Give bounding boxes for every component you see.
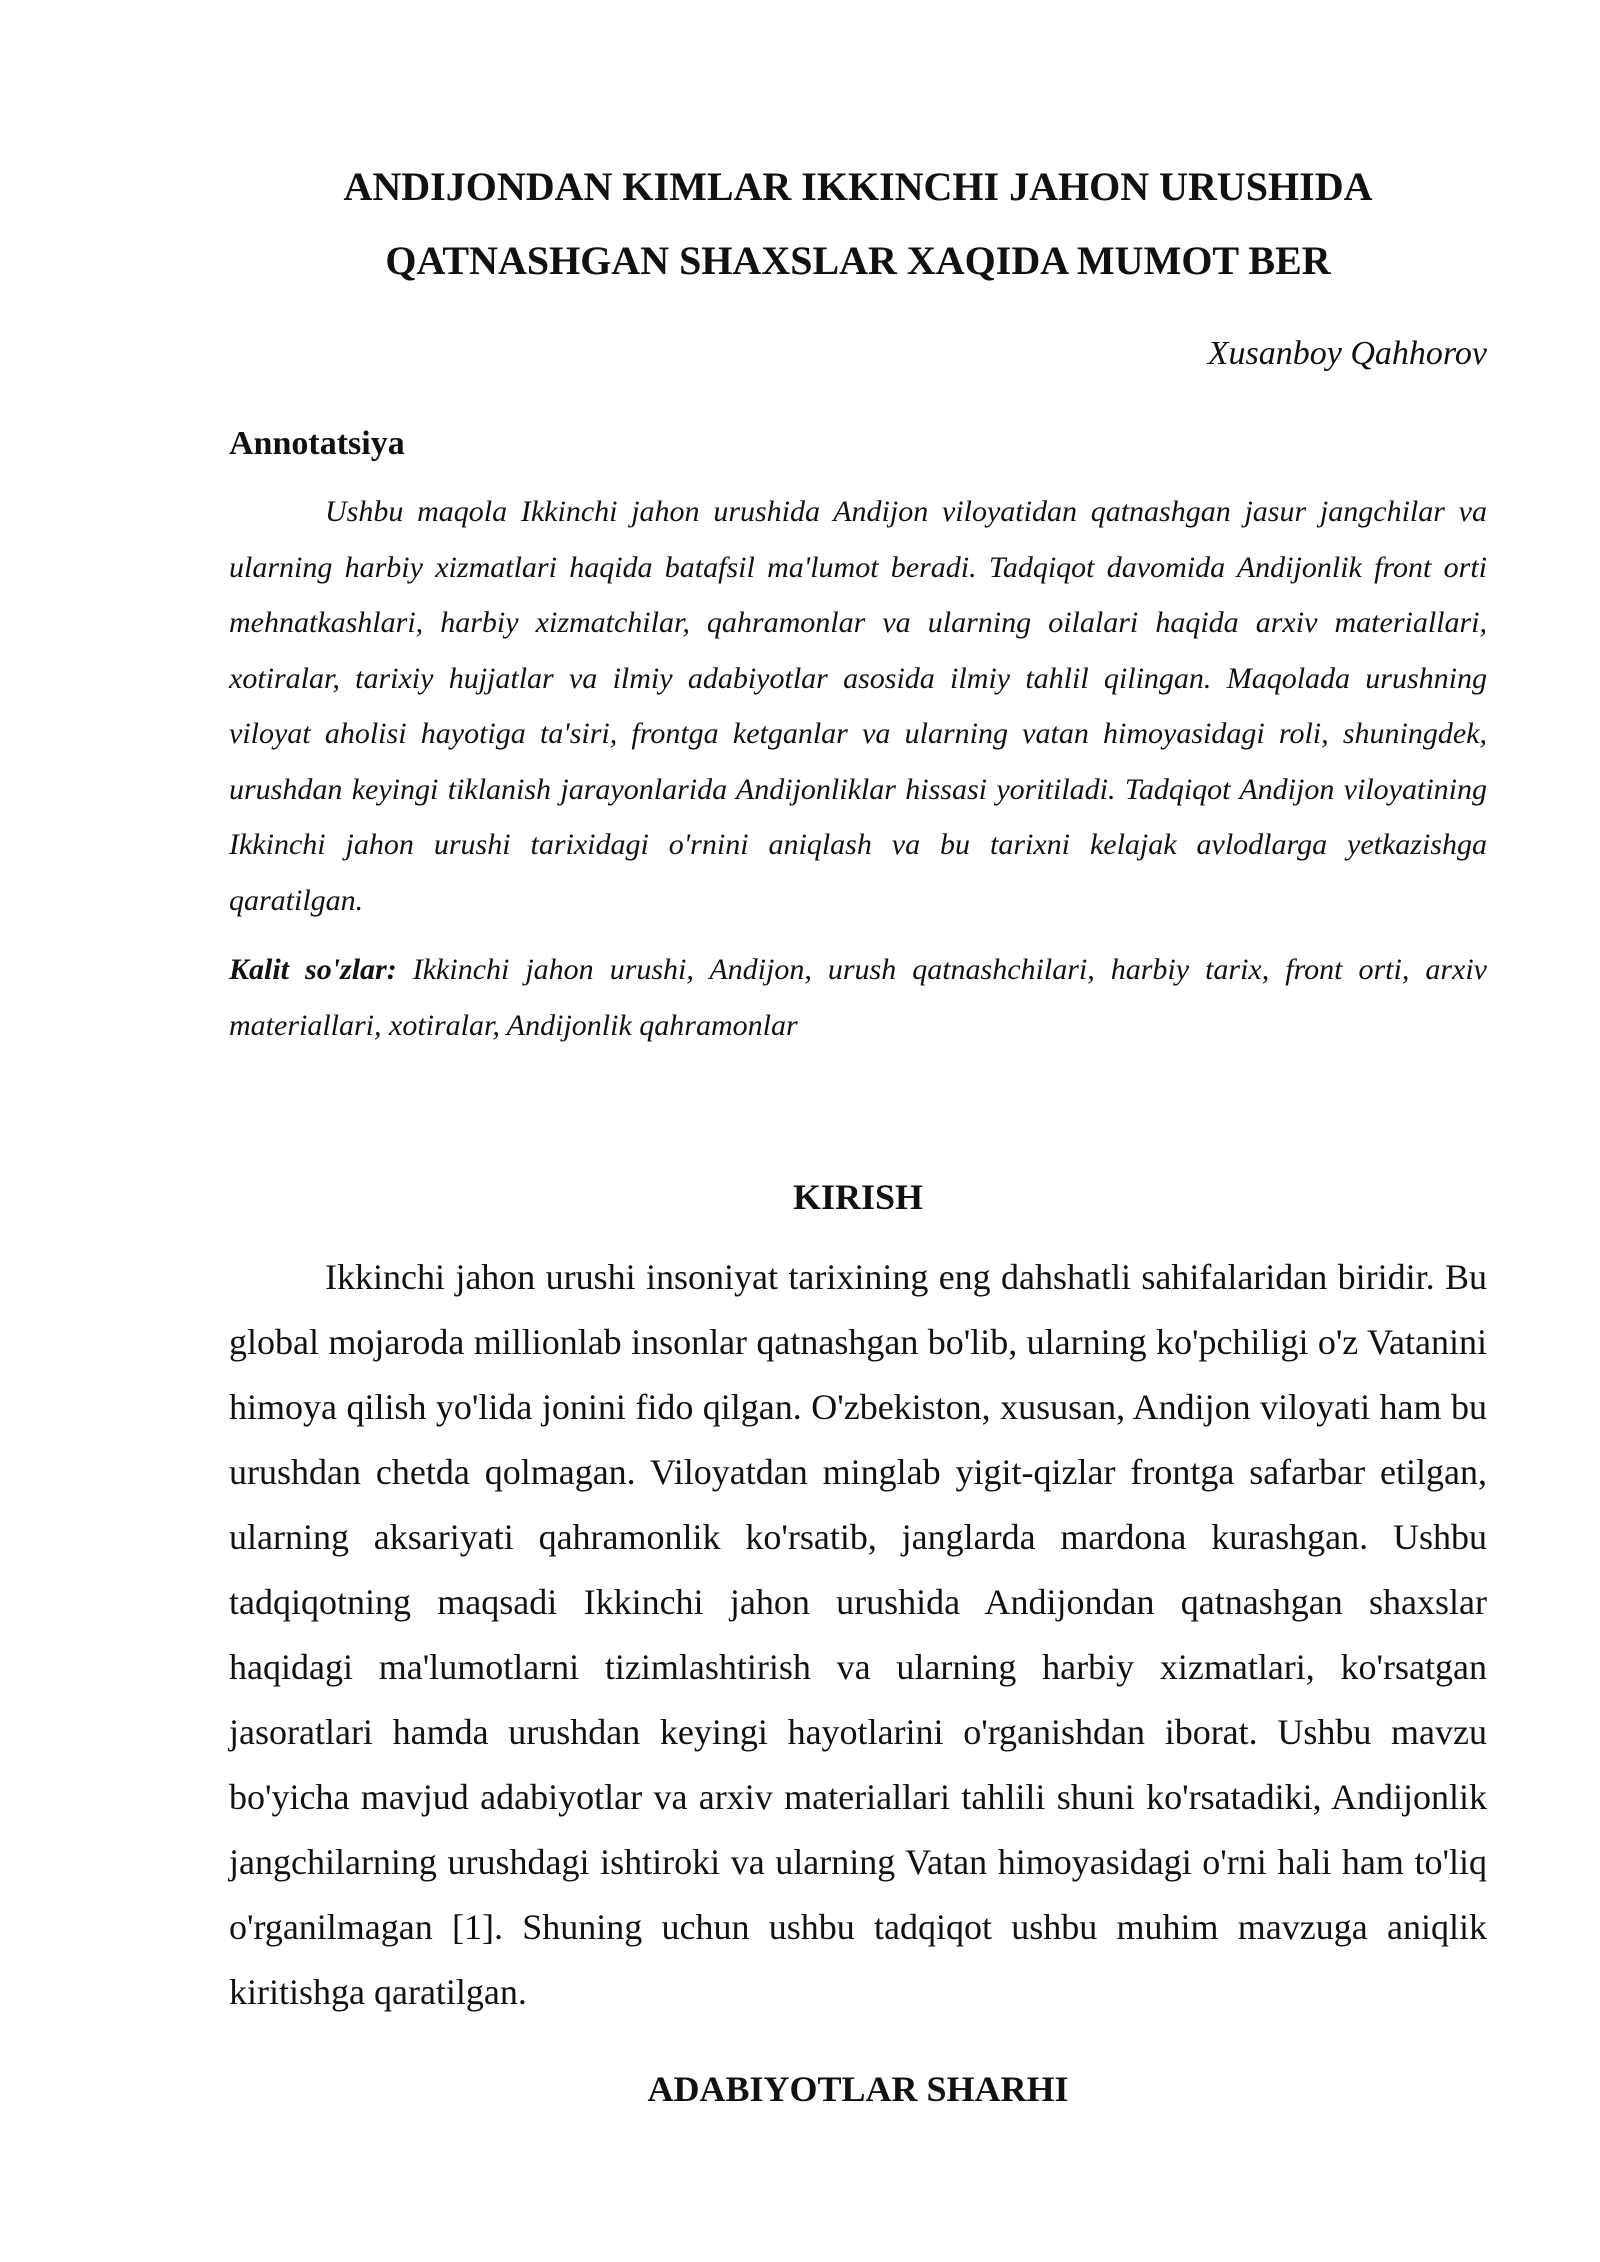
keywords-label: Kalit so'zlar: <box>229 953 397 986</box>
paper-title <box>229 150 1487 298</box>
annotation-heading: Annotatsiya <box>229 425 405 462</box>
section-heading-intro: KIRISH <box>792 1177 924 1217</box>
paper-title-line-1: ANDIJONDAN KIMLAR IKKINCHI JAHON URUSHIDA <box>343 164 1373 209</box>
document-page <box>229 150 1487 2111</box>
section-heading-literature: ADABIYOTLAR SHARHI <box>647 2069 1069 2109</box>
author-name: Xusanboy Qahhorov <box>1207 335 1487 372</box>
annotation-text: Ushbu maqola Ikkinchi jahon urushida Andijon viloyatidan qatnashgan jasur jangchilar va ularning harbiy xizmatlari haqida batafsil ma'lumot beradi. Tadqiqot davomida Andijonlik front orti mehnatkashlari, harbiy xizmatchilar, qahramonlar va ularning oilalari haqida arxiv materiallari, xotiralar, tarixiy hujjatlar va ilmiy adabiyotlar asosida ilmiy tahlil qilingan. Maqolada urushning viloyat aholisi hayotiga ta'siri, frontga ketganlar va ularning vatan himoyasidagi roli, shuningdek, urushdan keyingi tiklanish jarayonlarida Andijonliklar hissasi yoritiladi. Tadqiqot Andijon viloyatining Ikkinchi jahon urushi tarixidagi o'rnini aniqlash va bu tarixni kelajak avlodlarga yetkazishga qaratilgan. <box>229 495 1487 917</box>
intro-paragraph: Ikkinchi jahon urushi insoniyat tarixining eng dahshatli sahifalaridan biridir. Bu global mojaroda millionlab insonlar qatnashgan bo'lib, ularning ko'pchiligi o'z Vatanini himoya qilish yo'lida jonini fido qilgan. O'zbekiston, xususan, Andijon viloyati ham bu urushdan chetda qolmagan. Viloyatdan minglab yigit-qizlar frontga safarbar etilgan, ularning aksariyati qahramonlik ko'rsatib, janglarda mardona kurashgan. Ushbu tadqiqotning maqsadi Ikkinchi jahon urushida Andijondan qatnashgan shaxslar haqidagi ma'lumotlarni tizimlashtirish va ularning harbiy xizmatlari, ko'rsatgan jasoratlari hamda urushdan keyingi hayotlarini o'rganishdan iborat. Ushbu mavzu bo'yicha mavjud adabiyotlar va arxiv materiallari tahlili shuni ko'rsatadiki, Andijonlik jangchilarning urushdagi ishtiroki va ularning Vatan himoyasidagi o'rni hali ham to'liq o'rganilmagan [1]. Shuning uchun ushbu tadqiqot ushbu muhim mavzuga aniqlik kiritishga qaratilgan. <box>229 1257 1487 2012</box>
keywords-paragraph <box>229 942 1487 1053</box>
paper-title-line-2: QATNASHGAN SHAXSLAR XAQIDA MUMOT BER <box>385 238 1331 283</box>
keywords-text: Ikkinchi jahon urushi, Andijon, urush qatnashchilari, harbiy tarix, front orti, arxiv materiallari, xotiralar, Andijonlik qahramonlar <box>229 953 1487 1042</box>
